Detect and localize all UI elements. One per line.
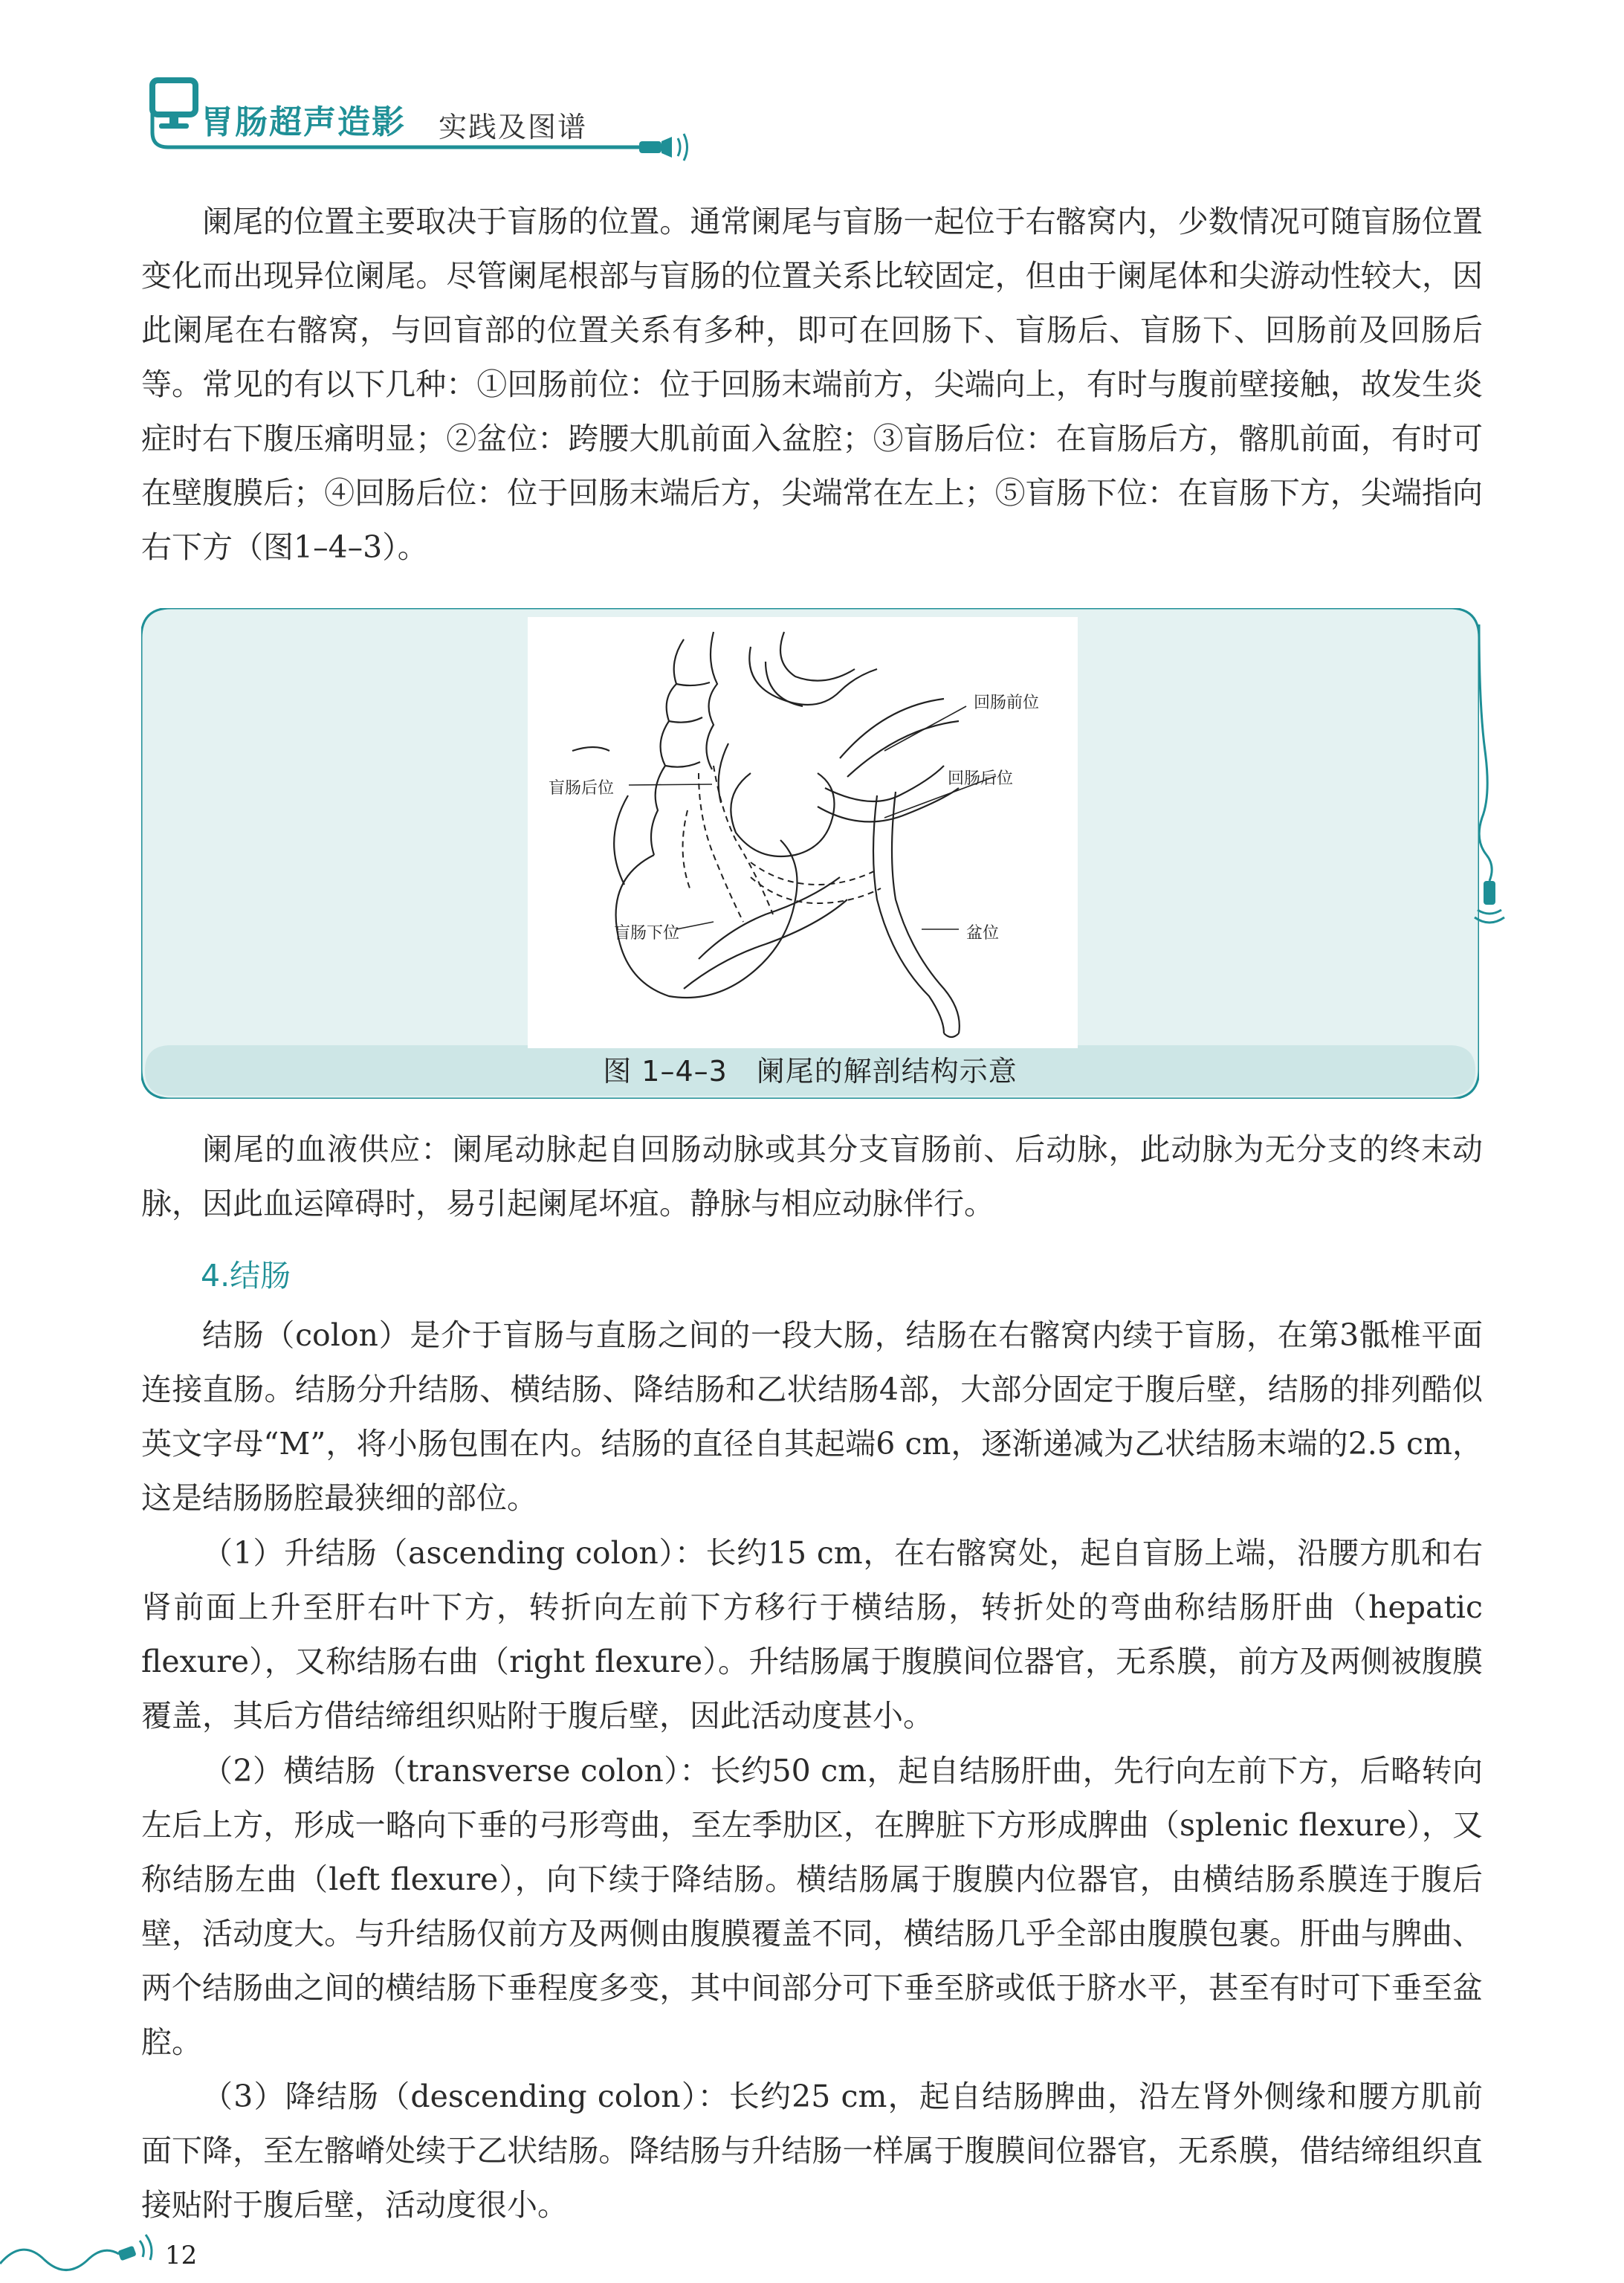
appendix-anatomy-figure xyxy=(528,617,1078,1048)
paragraph-ascending-colon: （1）升结肠（ascending colon）：长约15 cm，在右髂窝处，起自盲肠上端，沿腰方肌和右肾前面上升至肝右叶下方，转折向左前下方移行于横结肠，转折处的弯曲称结肠肝曲（hepatic flexure），又称结肠右曲（right flexure）。升结肠属于腹膜间位器官，无系膜，前方及两侧被腹膜覆盖，其后方借结缔组织贴附于腹后壁，因此活动度甚小。 xyxy=(141,1535,1483,1734)
label-ileum-back: 回肠后位 xyxy=(948,769,1014,788)
paragraph-blood-supply: 阑尾的血液供应：阑尾动脉起自回肠动脉或其分支盲肠前、后动脉，此动脉为无分支的终末动脉，因此血运障碍时，易引起阑尾坏疽。静脉与相应动脉伴行。 xyxy=(141,1131,1483,1221)
paragraph-transverse-colon: （2）横结肠（transverse colon）：长约50 cm，起自结肠肝曲，先行向左前下方，后略转向左后上方，形成一略向下垂的弓形弯曲，至左季肋区，在脾脏下方形成脾曲（splenic flexure），又称结肠左曲（left flexure），向下续于降结肠。横结肠属于腹膜内位器官，由横结肠系膜连于腹后壁，活动度大。与升结肠仅前方及两侧由腹膜覆盖不同，横结肠几乎全部由腹膜包裹。肝曲与脾曲、两个结肠曲之间的横结肠下垂程度多变，其中间部分可下垂至脐或低于脐水平，甚至有时可下垂至盆腔。 xyxy=(141,1753,1483,2060)
book-subtitle: 实践及图谱 xyxy=(439,111,588,143)
monitor-icon xyxy=(152,80,195,129)
page-number: 12 xyxy=(165,2241,198,2270)
page-header xyxy=(0,0,1624,171)
cable-decoration xyxy=(1472,624,1516,937)
probe-icon xyxy=(639,134,688,161)
label-ileum-front: 回肠前位 xyxy=(974,694,1040,712)
book-title: 胃肠超声造影 xyxy=(201,103,406,141)
appendix-diagram xyxy=(528,617,1078,1048)
paragraph-colon-intro: 结肠（colon）是介于盲肠与直肠之间的一段大肠，结肠在右髂窝内续于盲肠，在第3骶椎平面连接直肠。结肠分升结肠、横结肠、降结肠和乙状结肠4部，大部分固定于腹后壁，结肠的排列酷似英文字母“M”，将小肠包围在内。结肠的直径自其起端6 cm，逐渐递减为乙状结肠末端的2.5 cm，这是结肠肠腔最狭细的部位。 xyxy=(141,1317,1483,1516)
footer-decoration xyxy=(0,2223,193,2282)
label-pelvic: 盆位 xyxy=(966,924,1000,943)
paragraph-appendix-position: 阑尾的位置主要取决于盲肠的位置。通常阑尾与盲肠一起位于右髂窝内，少数情况可随盲肠位置变化而出现异位阑尾。尽管阑尾根部与盲肠的位置关系比较固定，但由于阑尾体和尖游动性较大，因此阑尾在右髂窝，与回盲部的位置关系有多种，即可在回肠下、盲肠后、盲肠下、回肠前及回肠后等。常见的有以下几种：①回肠前位：位于回肠末端前方，尖端向上，有时与腹前壁接触，故发生炎症时右下腹压痛明显；②盆位：跨腰大肌前面入盆腔；③盲肠后位：在盲肠后方，髂肌前面，有时可在壁腹膜后；④回肠后位：位于回肠末端后方，尖端常在左上；⑤盲肠下位：在盲肠下方，尖端指向右下方（图1–4–3）。 xyxy=(141,204,1483,565)
section-heading-colon: 4.结肠 xyxy=(201,1258,291,1294)
figure-caption: 图 1–4–3 阑尾的解剖结构示意 xyxy=(603,1055,1018,1088)
label-cecum-back: 盲肠后位 xyxy=(549,779,615,798)
header-decoration xyxy=(0,0,1624,171)
paragraph-descending-colon: （3）降结肠（descending colon）：长约25 cm，起自结肠脾曲，沿左肾外侧缘和腰方肌前面下降，至左髂嵴处续于乙状结肠。降结肠与升结肠一样属于腹膜间位器官，无系膜，借结缔组织直接贴附于腹后壁，活动度很小。 xyxy=(141,2079,1483,2223)
label-cecum-below: 盲肠下位 xyxy=(614,924,680,943)
